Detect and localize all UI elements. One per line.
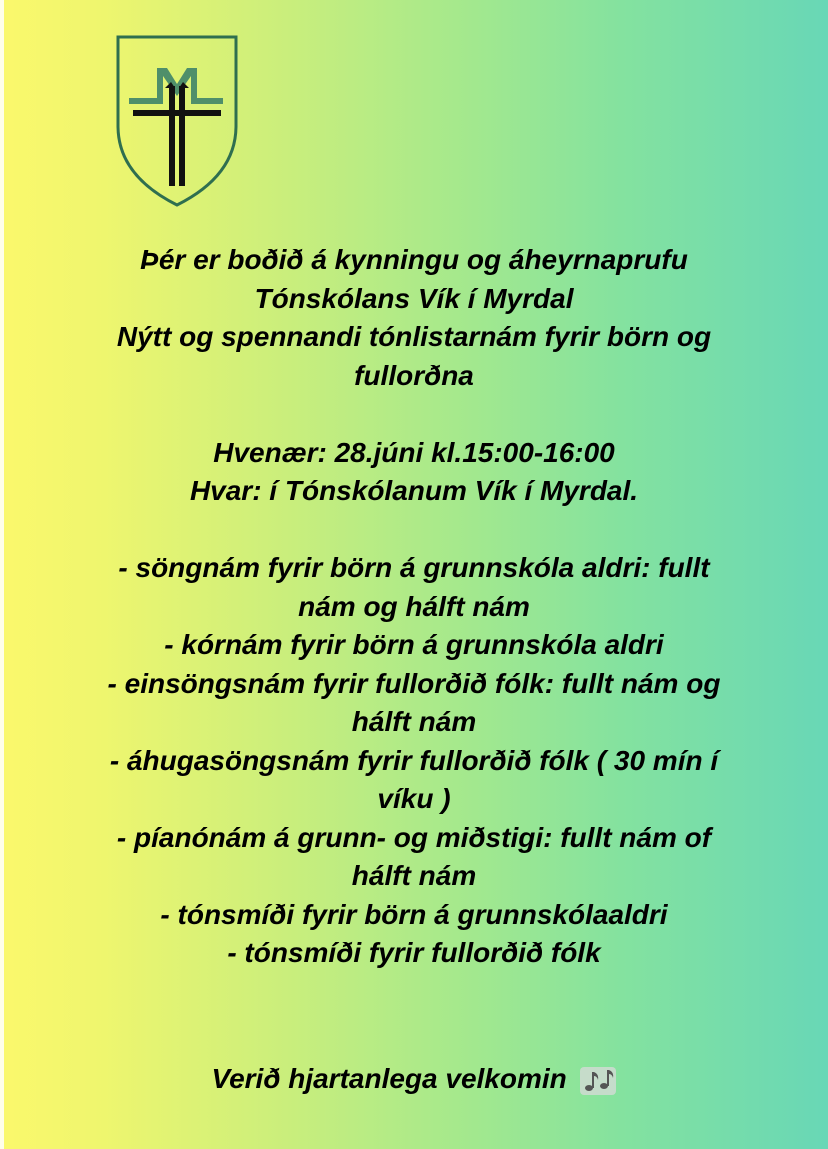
program-line-2: nám og hálft nám: [298, 590, 530, 622]
program-line-1: - söngnám fyrir börn á grunnskóla aldri: fullt: [118, 552, 710, 583]
program-line-10: - tónsmíði fyrir börn á grunnskólaaldri: [160, 898, 668, 930]
program-line-9: hálft nám: [351, 860, 477, 891]
welcome-message: [40, 1060, 788, 1098]
music-notes-icon: [579, 1066, 617, 1096]
program-line-4: - einsöngsnám fyrir fullorðið fólk: fullt nám og: [107, 667, 721, 699]
where-line: Hvar: í Tónskólanum Vík í Myrdal.: [189, 475, 639, 506]
when-line: Hvenær: 28.júni kl.15:00-16:00: [213, 436, 615, 468]
spacer: [40, 395, 788, 434]
heading-line-1: Þér er boðið á kynningu og áheyrnaprufu: [140, 244, 688, 275]
crest-cross-stem-left: [169, 86, 175, 186]
invitation-text: [40, 241, 788, 973]
program-line-6: - áhugasöngsnám fyrir fullorðið fólk ( 30 mín í: [109, 744, 719, 776]
spacer: [40, 511, 788, 550]
program-line-5: hálft nám: [351, 706, 477, 737]
heading-line-3: Nýtt og spennandi tónlistarnám fyrir börn og: [116, 321, 712, 352]
crest-m-band: [129, 68, 223, 104]
heading-line-2: Tónskólans Vík í Myrdal: [254, 282, 574, 314]
welcome-text: Verið hjartanlega velkomin: [211, 1063, 567, 1094]
crest-shield: [118, 37, 236, 205]
program-line-3: - kórnám fyrir börn á grunnskóla aldri: [164, 629, 664, 660]
crest-cross-bar: [133, 110, 221, 116]
program-line-11: - tónsmíði fyrir fullorðið fólk: [227, 937, 601, 968]
left-edge-strip: [0, 0, 4, 1149]
heading-line-4: fullorðna: [354, 359, 474, 391]
program-line-7: víku ): [377, 783, 451, 814]
school-crest-icon: [115, 34, 239, 208]
program-line-8: - píanónám á grunn- og miðstigi: fullt nám of: [116, 821, 712, 853]
crest-cross-stem-right: [179, 86, 185, 186]
